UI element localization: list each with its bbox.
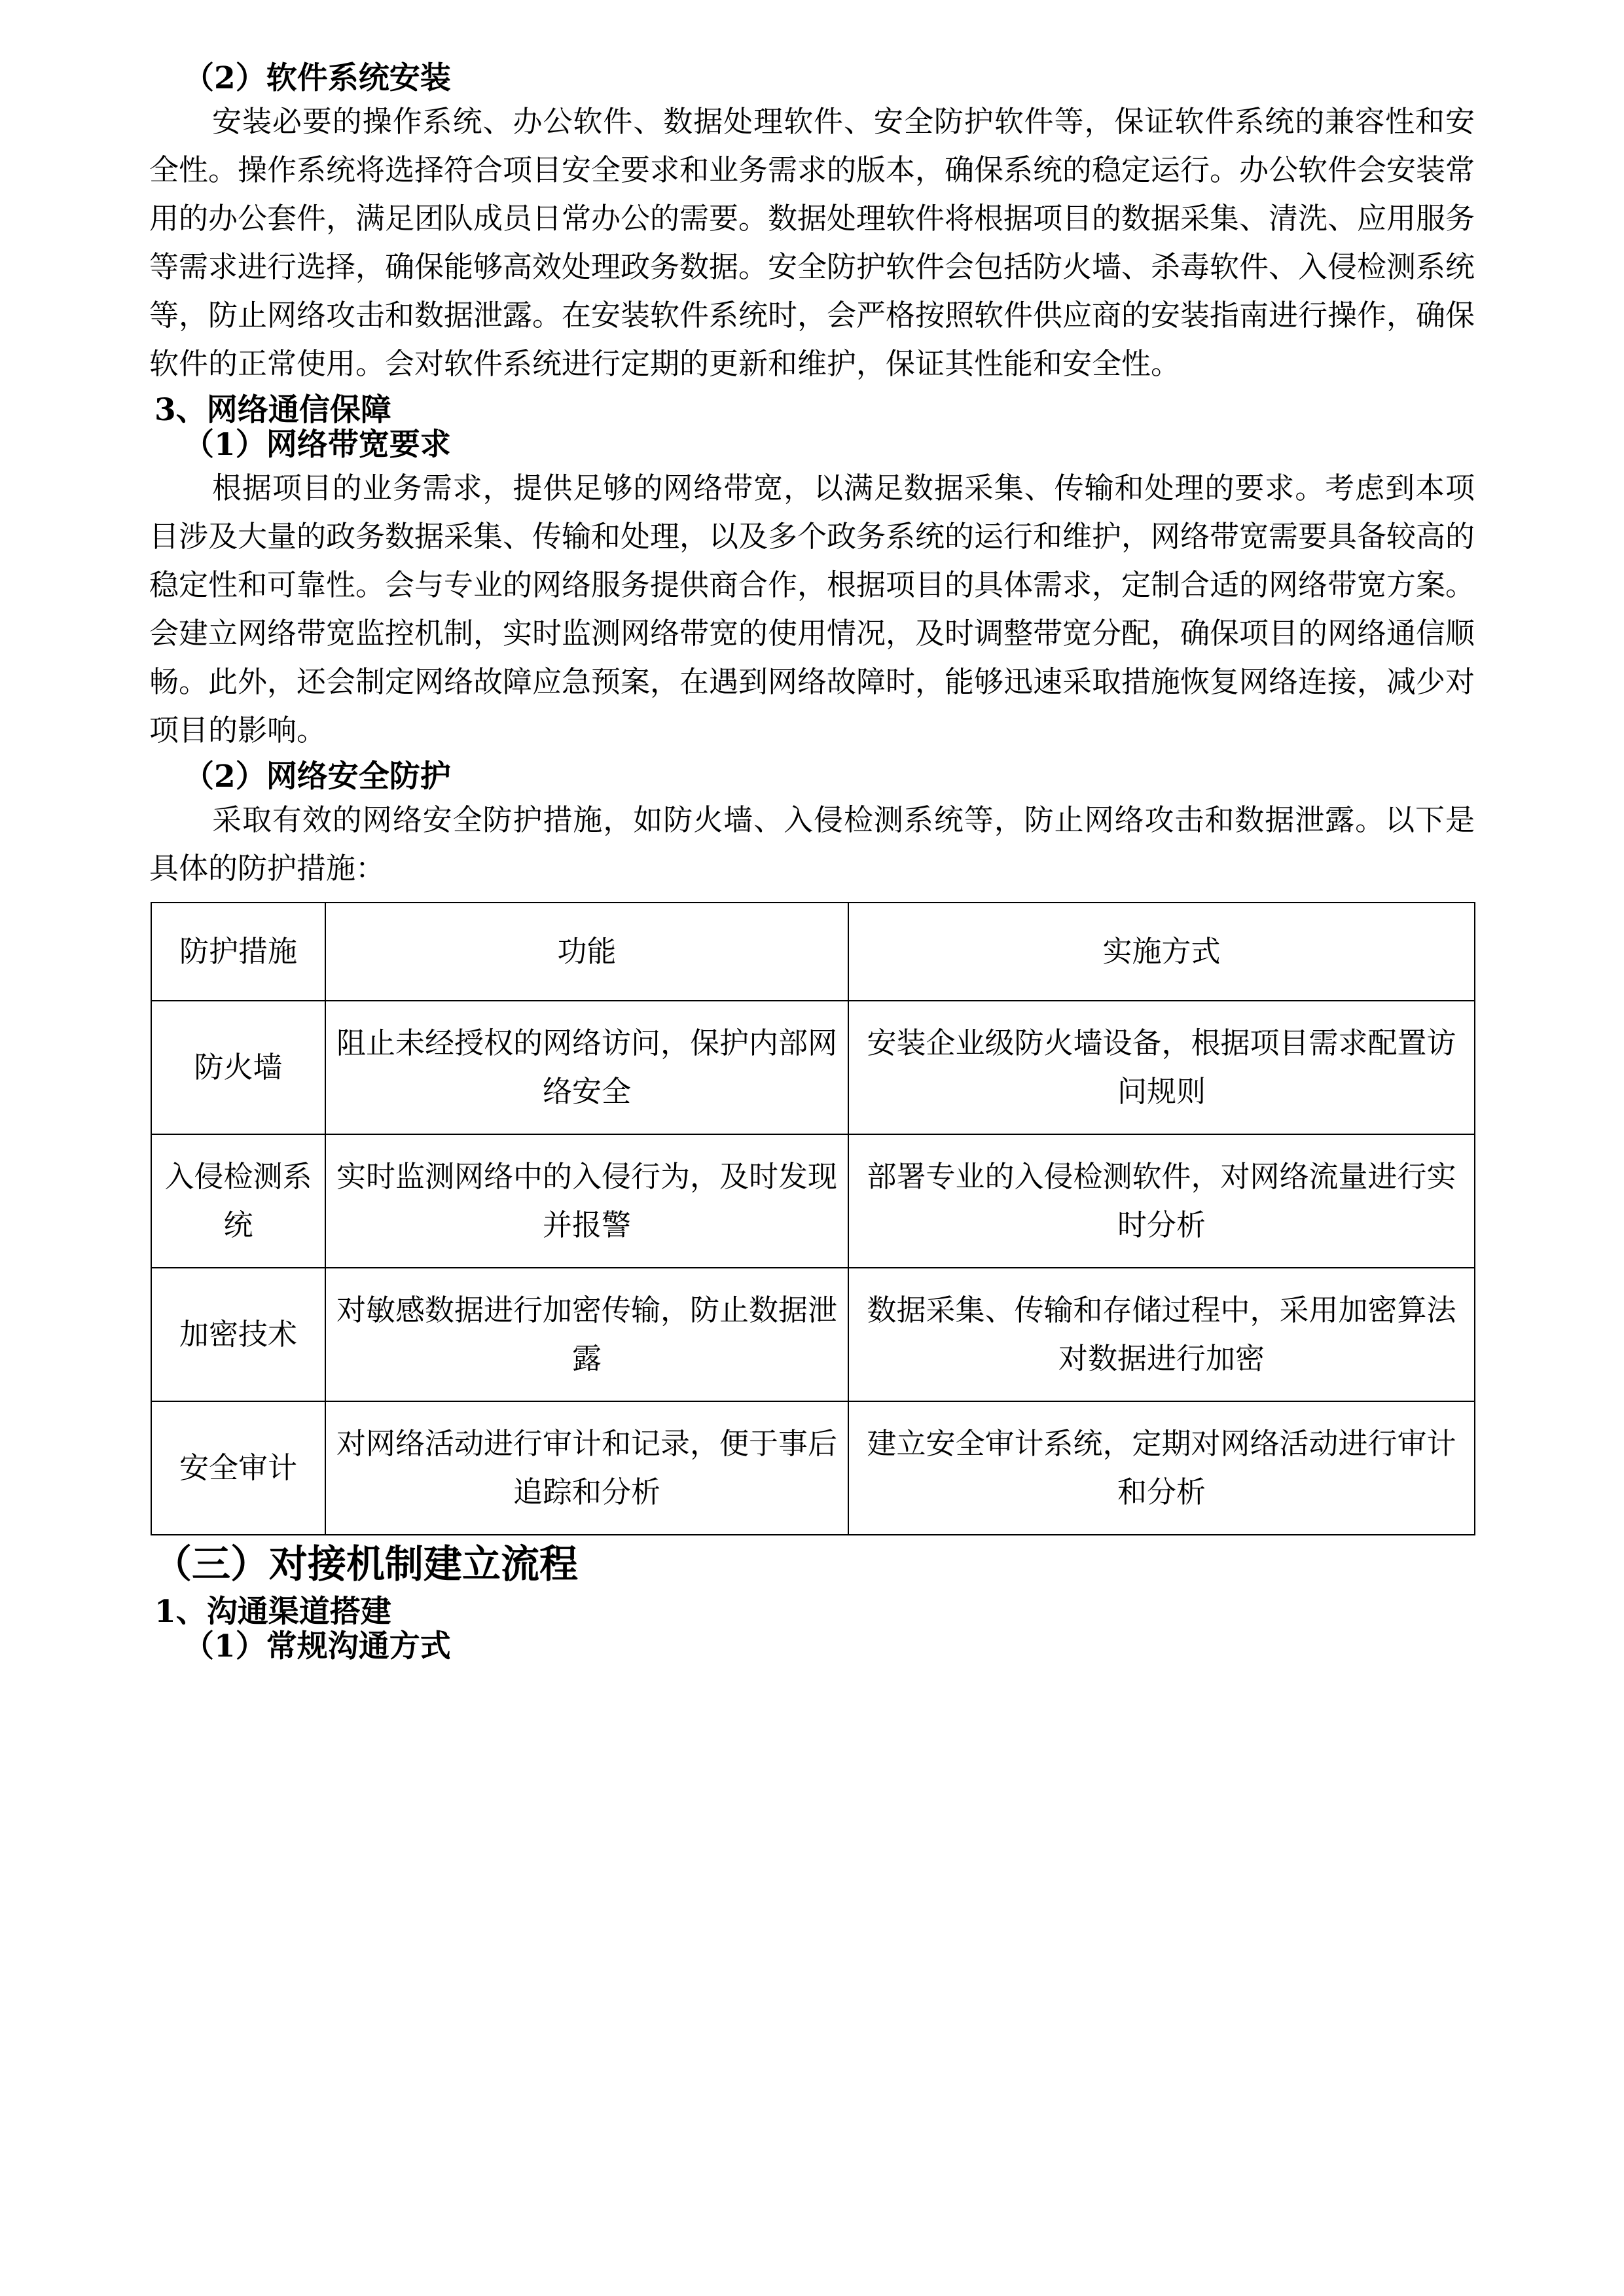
paragraph-network-security: 采取有效的网络安全防护措施，如防火墙、入侵检测系统等，防止网络攻击和数据泄露。以下是具体的防护措施： xyxy=(149,802,1475,886)
heading-communication-channels: 1、沟通渠道搭建 xyxy=(154,1594,391,1630)
table-cell-function: 实时监测网络中的入侵行为，及时发现并报警 xyxy=(325,1134,848,1268)
protection-measures-table-wrapper xyxy=(149,902,1475,1535)
table-cell-implementation: 部署专业的入侵检测软件，对网络流量进行实时分析 xyxy=(848,1134,1475,1268)
table-row xyxy=(151,1001,1475,1134)
heading-network-comm: 3、网络通信保障 xyxy=(154,392,391,428)
table-cell-measure: 入侵检测系统 xyxy=(151,1134,325,1268)
table-cell-implementation: 建立安全审计系统，定期对网络活动进行审计和分析 xyxy=(848,1401,1475,1535)
table-cell-implementation: 数据采集、传输和存储过程中，采用加密算法对数据进行加密 xyxy=(848,1268,1475,1401)
heading-regular-communication: （1）常规沟通方式 xyxy=(183,1628,451,1664)
heading-docking-mechanism: （三）对接机制建立流程 xyxy=(153,1541,579,1587)
table-cell-measure: 加密技术 xyxy=(151,1268,325,1401)
table-row xyxy=(151,1134,1475,1268)
table-header-row xyxy=(151,903,1475,1001)
table-cell-implementation: 安装企业级防火墙设备，根据项目需求配置访问规则 xyxy=(848,1001,1475,1134)
heading-bandwidth: （1）网络带宽要求 xyxy=(183,427,451,463)
table-header-measure: 防护措施 xyxy=(151,903,325,1001)
paragraph-bandwidth: 根据项目的业务需求，提供足够的网络带宽，以满足数据采集、传输和处理的要求。考虑到本项目涉及大量的政务数据采集、传输和处理，以及多个政务系统的运行和维护，网络带宽需要具备较高的稳定性和可靠性。会与专业的网络服务提供商合作，根据项目的具体需求，定制合适的网络带宽方案。会建立网络带宽监控机制，实时监测网络带宽的使用情况，及时调整带宽分配，确保项目的网络通信顺畅。此外，还会制定网络故障应急预案，在遇到网络故障时，能够迅速采取措施恢复网络连接，减少对项目的影响。 xyxy=(149,471,1475,747)
table-cell-function: 阻止未经授权的网络访问，保护内部网络安全 xyxy=(325,1001,848,1134)
table-header-implementation: 实施方式 xyxy=(848,903,1475,1001)
table-row xyxy=(151,1268,1475,1401)
table-header-function: 功能 xyxy=(325,903,848,1001)
protection-measures-table xyxy=(151,902,1475,1535)
table-cell-measure: 安全审计 xyxy=(151,1401,325,1535)
heading-network-security: （2）网络安全防护 xyxy=(183,759,451,795)
table-row xyxy=(151,1401,1475,1535)
paragraph-software-install: 安装必要的操作系统、办公软件、数据处理软件、安全防护软件等，保证软件系统的兼容性和安全性。操作系统将选择符合项目安全要求和业务需求的版本，确保系统的稳定运行。办公软件会安装常用的办公套件，满足团队成员日常办公的需要。数据处理软件将根据项目的数据采集、清洗、应用服务等需求进行选择，确保能够高效处理政务数据。安全防护软件会包括防火墙、杀毒软件、入侵检测系统等，防止网络攻击和数据泄露。在安装软件系统时，会严格按照软件供应商的安装指南进行操作，确保软件的正常使用。会对软件系统进行定期的更新和维护，保证其性能和安全性。 xyxy=(149,104,1475,381)
table-cell-function: 对网络活动进行审计和记录，便于事后追踪和分析 xyxy=(325,1401,848,1535)
document-body xyxy=(149,60,1475,1664)
table-cell-measure: 防火墙 xyxy=(151,1001,325,1134)
table-cell-function: 对敏感数据进行加密传输，防止数据泄露 xyxy=(325,1268,848,1401)
heading-software-install: （2）软件系统安装 xyxy=(183,60,451,96)
